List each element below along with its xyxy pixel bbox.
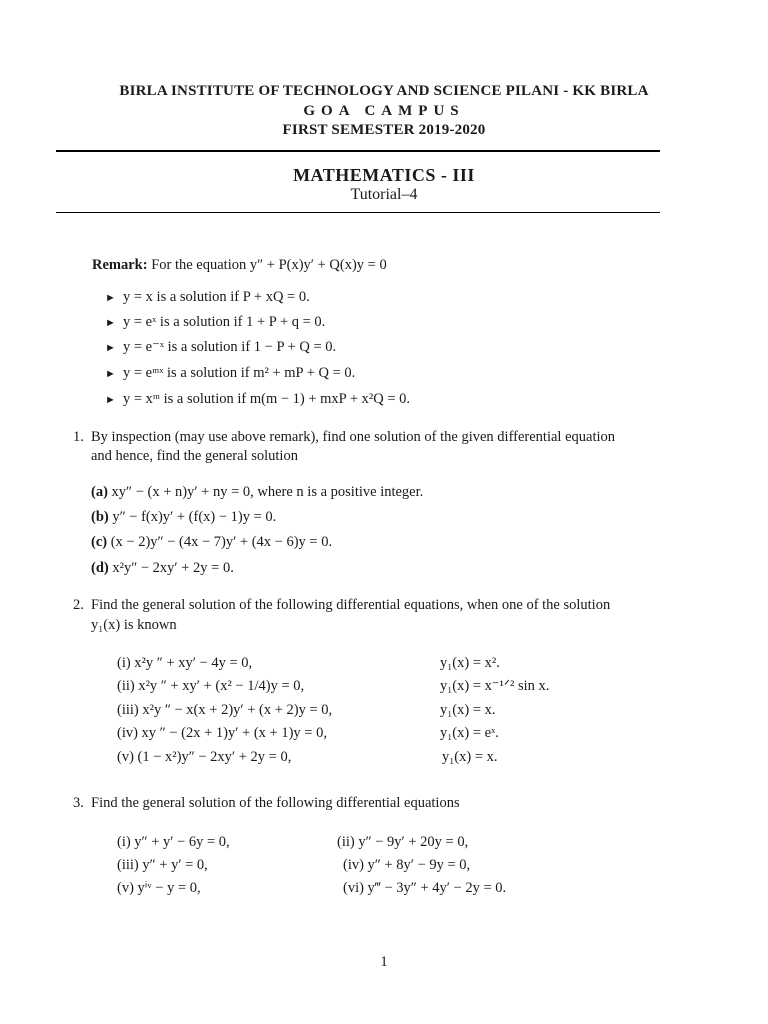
question-2 <box>73 597 610 614</box>
question-text: Find the general solution of the following differential equations, when one of the solution <box>91 597 611 613</box>
q2-known-solution: y₁(x) = x⁻¹ᐟ² sin x. <box>440 678 550 694</box>
bullet-icon: ► <box>105 292 116 304</box>
bottom-rule <box>56 212 660 213</box>
question-number: 1. <box>73 429 84 445</box>
question-number: 2. <box>73 597 84 613</box>
q2-known-solution: y₁(x) = x². <box>440 655 500 671</box>
part-text: xy″ − (x + n)y′ + ny = 0, where n is a positive integer. <box>111 484 424 500</box>
question-text: By inspection (may use above remark), find one solution of the given differential equation <box>91 429 616 445</box>
q3-equation: (v) yⁱᵛ − y = 0, <box>117 880 201 896</box>
part-label: (b) <box>91 509 109 525</box>
remark-item <box>105 289 310 306</box>
remark-item <box>105 339 336 356</box>
q3-equation: (iv) y″ + 8y′ − 9y = 0, <box>343 857 471 873</box>
remark-item <box>105 314 325 331</box>
page-number: 1 <box>380 954 388 970</box>
top-rule <box>56 150 660 152</box>
bullet-icon: ► <box>105 317 116 329</box>
bullet-icon: ► <box>105 368 116 380</box>
remark-line <box>92 257 387 274</box>
q1-part <box>91 484 423 501</box>
question-number: 3. <box>73 795 84 811</box>
bullet-icon: ► <box>105 342 116 354</box>
part-text: x²y″ − 2xy′ + 2y = 0. <box>112 560 234 576</box>
institute-name: BIRLA INSTITUTE OF TECHNOLOGY AND SCIENCE PILANI - KK BIRLA <box>119 83 649 99</box>
bullet-icon: ► <box>105 394 116 406</box>
part-label: (a) <box>91 484 108 500</box>
remark-item-text: y = e⁻ˣ is a solution if 1 − P + Q = 0. <box>123 339 337 355</box>
remark-item <box>105 365 355 382</box>
q2-equation: (v) (1 − x²)y″ − 2xy′ + 2y = 0, <box>117 749 292 765</box>
remark-intro: For the equation y″ + P(x)y′ + Q(x)y = 0 <box>151 257 387 273</box>
part-text: y″ − f(x)y′ + (f(x) − 1)y = 0. <box>112 509 277 525</box>
remark-label: Remark: <box>92 257 148 273</box>
q1-part <box>91 509 276 526</box>
remark-item <box>105 391 410 408</box>
part-label: (d) <box>91 560 109 576</box>
remark-item-text: y = x is a solution if P + xQ = 0. <box>123 289 310 305</box>
q2-known-solution: y₁(x) = eˣ. <box>440 725 499 741</box>
q2-equation: (iv) xy ″ − (2x + 1)y′ + (x + 1)y = 0, <box>117 725 327 741</box>
q2-equation: (ii) x²y ″ + xy′ + (x² − 1/4)y = 0, <box>117 678 305 694</box>
campus-name: GOA CAMPUS <box>303 103 465 119</box>
q3-equation: (vi) y‴ − 3y″ + 4y′ − 2y = 0. <box>343 880 507 896</box>
q3-equation: (ii) y″ − 9y′ + 20y = 0, <box>337 834 469 850</box>
question-3 <box>73 795 460 812</box>
semester-label: FIRST SEMESTER 2019-2020 <box>282 122 486 138</box>
q2-equation: (i) x²y ″ + xy′ − 4y = 0, <box>117 655 253 671</box>
q2-equation: (iii) x²y ″ − x(x + 2)y′ + (x + 2)y = 0, <box>117 702 333 718</box>
remark-item-text: y = xᵐ is a solution if m(m − 1) + mxP + x²Q = 0. <box>123 391 411 407</box>
remark-item-text: y = eˣ is a solution if 1 + P + q = 0. <box>123 314 326 330</box>
q1-part <box>91 534 332 551</box>
question-2-cont: y₁(x) is known <box>91 617 177 633</box>
part-text: (x − 2)y″ − (4x − 7)y′ + (4x − 6)y = 0. <box>110 534 333 550</box>
question-text: Find the general solution of the following differential equations <box>91 795 460 811</box>
part-label: (c) <box>91 534 108 550</box>
tutorial-title: Tutorial–4 <box>350 186 418 203</box>
q1-part <box>91 560 234 577</box>
remark-item-text: y = eᵐˣ is a solution if m² + mP + Q = 0. <box>123 365 356 381</box>
q3-equation: (iii) y″ + y′ = 0, <box>117 857 208 873</box>
question-1-cont: and hence, find the general solution <box>91 448 298 464</box>
course-title: MATHEMATICS - III <box>293 165 475 185</box>
q2-known-solution: y₁(x) = x. <box>442 749 498 765</box>
question-1 <box>73 429 615 446</box>
q3-equation: (i) y″ + y′ − 6y = 0, <box>117 834 230 850</box>
q2-known-solution: y₁(x) = x. <box>440 702 496 718</box>
